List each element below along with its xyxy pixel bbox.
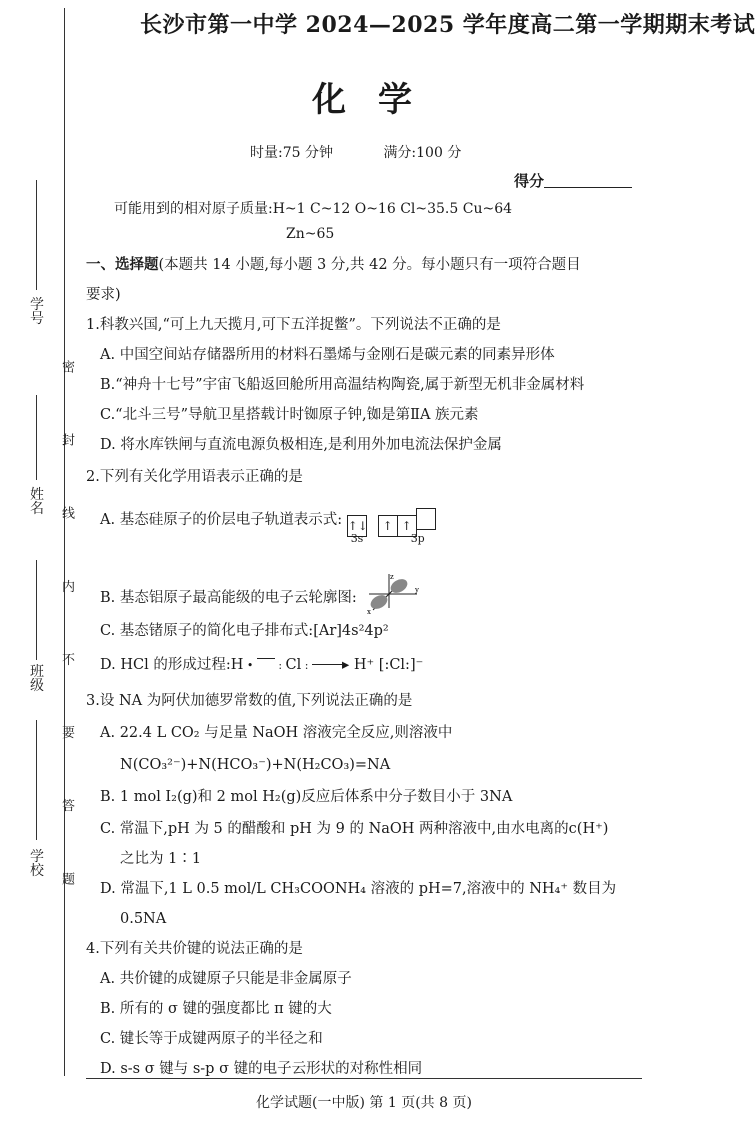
svg-text:y: y <box>415 586 420 594</box>
q1-option-c: C.“北斗三号”导航卫星搭载计时铷原子钟,铷是第ⅡA 族元素 <box>100 407 479 423</box>
name-blank <box>36 395 37 480</box>
q2-option-d-text: D. HCl 的形成过程: <box>100 657 231 673</box>
q2-option-c-text: C. 基态锗原子的简化电子排布式: <box>100 623 314 639</box>
svg-text:x: x <box>367 608 372 616</box>
q2-d-h-atom: H <box>230 657 244 673</box>
orbital-3p-box-3 <box>416 508 436 530</box>
q1-option-d: D. 将水库铁闸与直流电源负极相连,是利用外加电流法保护金属 <box>100 437 502 453</box>
q2-option-a <box>100 508 435 545</box>
class-blank <box>36 560 37 660</box>
orbital-3p-label: 3p <box>410 532 425 545</box>
q3-option-d: D. 常温下,1 L 0.5 mol/L CH₃COONH₄ 溶液的 pH=7,溶液中的 NH₄⁺ 数目为 <box>100 881 617 897</box>
q3-option-b: B. 1 mol I₂(g)和 2 mol H₂(g)反应后体系中分子数目小于 3NA <box>100 789 513 805</box>
q1-option-b: B.“神舟十七号”宇宙飞船返回舱所用高温结构陶瓷,属于新型无机非金属材料 <box>100 377 585 393</box>
school-label: 学校 <box>30 849 44 879</box>
binding-sidebar <box>0 0 74 1122</box>
footer-rule <box>86 1078 642 1079</box>
q4-option-c: C. 键长等于成键两原子的半径之和 <box>100 1031 323 1047</box>
q4-option-b: B. 所有的 σ 键的强度都比 π 键的大 <box>100 1001 332 1017</box>
q4-stem: 4.下列有关共价键的说法正确的是 <box>86 941 303 957</box>
school-blank <box>36 720 37 840</box>
q1-stem: 1.科教兴国,“可上九天揽月,可下五洋捉鳖”。下列说法不正确的是 <box>86 317 501 333</box>
q3-option-a-cont: N(CO₃²⁻)+N(HCO₃⁻)+N(H₂CO₃)=NA <box>120 757 391 773</box>
exam-title: 长沙市第一中学 2024—2025 学年度高二第一学期期末考试 <box>140 12 755 38</box>
q2-option-d: D. HCl 的形成过程:H • : Cl : ▸ H⁺ [:Cl:]⁻ <box>100 657 424 673</box>
svg-text:z: z <box>390 573 395 581</box>
section1-heading <box>86 256 581 274</box>
atomic-masses-cont: Zn~65 <box>286 226 335 242</box>
section1-title: 一、选择题 <box>86 256 159 273</box>
q3-stem: 3.设 NA 为阿伏加德罗常数的值,下列说法正确的是 <box>86 693 413 709</box>
q2-option-a-text: A. 基态硅原子的价层电子轨道表示式: <box>100 512 343 528</box>
orbital-3s-box: ↑↓ <box>347 515 367 537</box>
q3-option-c-cont: 之比为 1∶1 <box>120 851 202 867</box>
orbital-3s-label: 3s <box>350 532 364 545</box>
exam-meta <box>250 142 461 162</box>
atomic-masses: 可能用到的相对原子质量:H~1 C~12 O~16 Cl~35.5 Cu~64 <box>114 201 513 217</box>
class-label: 班级 <box>30 664 44 694</box>
score-blank[interactable] <box>544 173 632 188</box>
q2-option-b <box>100 572 421 616</box>
q3-option-a: A. 22.4 L CO₂ 与足量 NaOH 溶液完全反应,则溶液中 <box>100 725 453 741</box>
time-limit: 时量:75 分钟 <box>250 145 333 161</box>
q2-option-c-config: [Ar]4s²4p² <box>313 623 389 639</box>
section1-desc-cont: 要求) <box>86 287 121 303</box>
page-footer: 化学试题(一中版) 第 1 页(共 8 页) <box>256 1095 472 1111</box>
q4-option-a: A. 共价键的成键原子只能是非金属原子 <box>100 971 352 987</box>
student-id-blank <box>36 180 37 290</box>
q3-option-d-cont: 0.5NA <box>120 911 167 927</box>
section1-desc: (本题共 14 小题,每小题 3 分,共 42 分。每小题只有一项符合题目 <box>158 257 581 273</box>
score-label: 得分 <box>514 172 545 190</box>
orbital-diagram <box>347 508 435 545</box>
q3-option-c: C. 常温下,pH 为 5 的醋酸和 pH 为 9 的 NaOH 两种溶液中,由水电离的c(H⁺) <box>100 821 609 837</box>
q2-option-c <box>100 622 389 640</box>
student-id-label: 学号 <box>30 297 44 327</box>
q2-d-cl-atom: Cl <box>285 657 302 673</box>
q2-d-product: H⁺ [:Cl:]⁻ <box>353 657 424 673</box>
q2-option-b-text: B. 基态铝原子最高能级的电子云轮廓图: <box>100 590 357 606</box>
score-box <box>514 170 632 191</box>
q1-option-a: A. 中国空间站存储器所用的材料石墨烯与金刚石是碳元素的同素异形体 <box>100 347 555 363</box>
q4-option-d: D. s-s σ 键与 s-p σ 键的电子云形状的对称性相同 <box>100 1061 423 1077</box>
name-label: 姓名 <box>30 487 44 517</box>
q2-stem: 2.下列有关化学用语表示正确的是 <box>86 469 303 485</box>
full-score: 满分:100 分 <box>383 145 462 161</box>
seal-notice: 密 封 线 内 不 要 答 题 <box>59 360 74 913</box>
subject-title: 化学 <box>312 80 444 120</box>
p-orbital-cloud-diagram <box>361 572 421 616</box>
orbital-3p-box-2: ↑ <box>397 515 417 537</box>
orbital-3p-box-1: ↑ <box>378 515 398 537</box>
